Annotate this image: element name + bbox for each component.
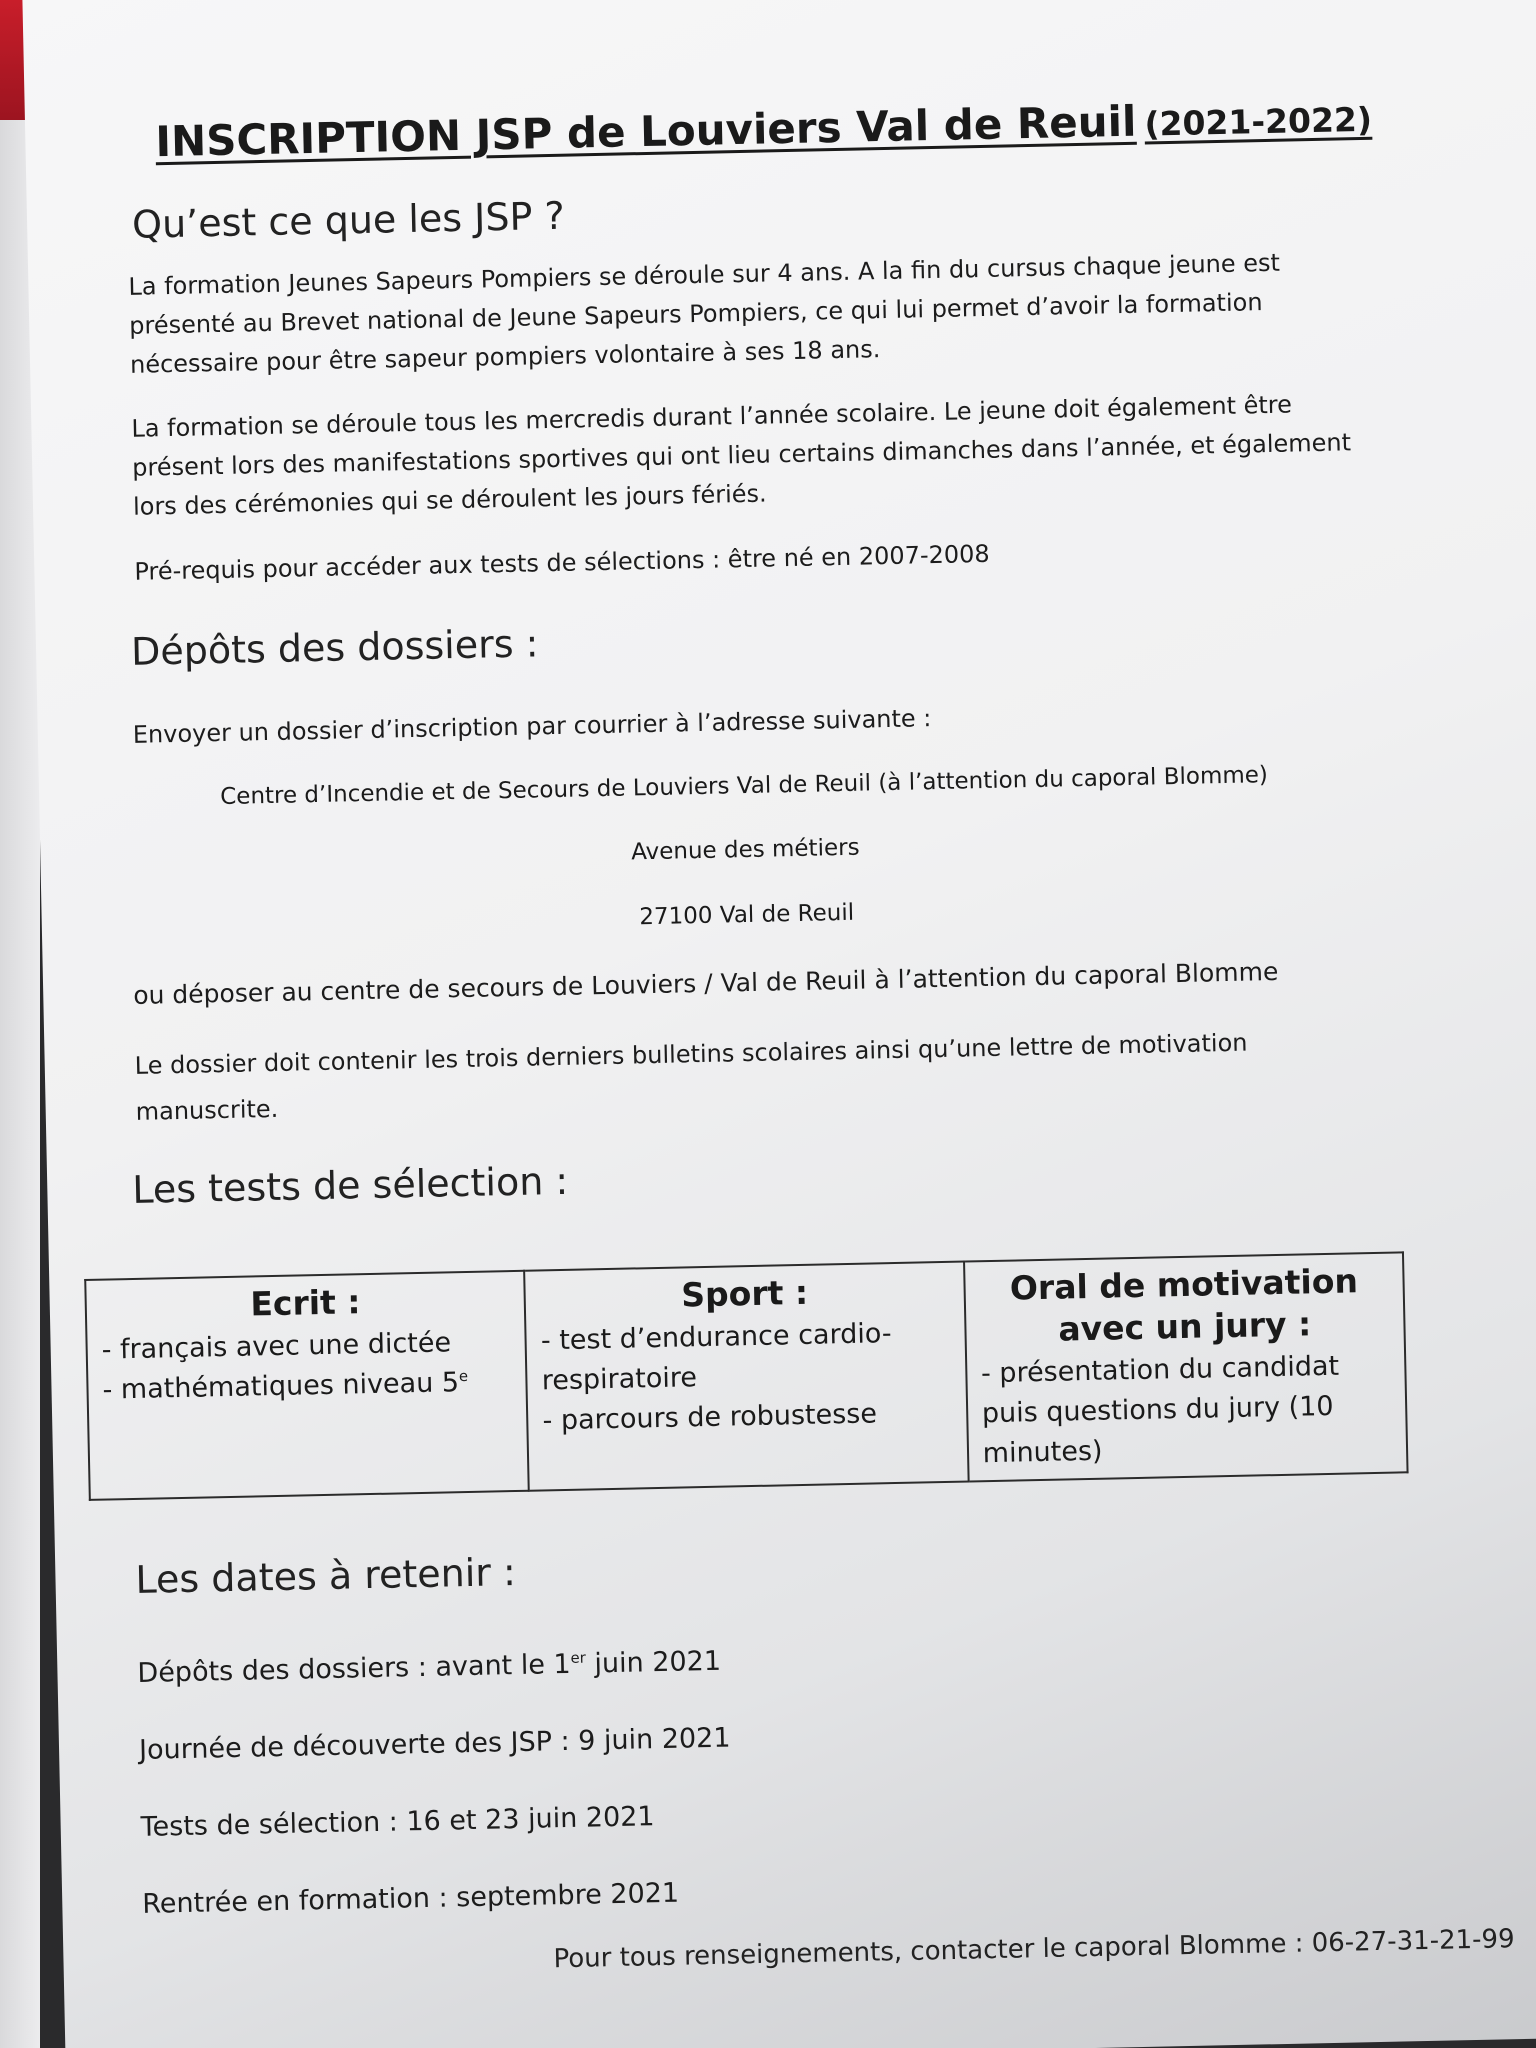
- address-line-3: 27100 Val de Reuil: [639, 899, 855, 931]
- heading-what-is-jsp: Qu’est ce que les JSP ?: [131, 193, 566, 247]
- date-selection-tests: Tests de sélection : 16 et 23 juin 2021: [140, 1801, 655, 1843]
- heading-dates: Les dates à retenir :: [135, 1550, 517, 1602]
- title-year: (2021-2022): [1144, 99, 1373, 144]
- tests-cell-oral: [964, 1252, 1408, 1481]
- tests-row: [85, 1252, 1407, 1500]
- written-heading: Ecrit :: [249, 1282, 361, 1324]
- paragraph-formation-duration: La formation Jeunes Sapeurs Pompiers se déroule sur 4 ans. A la fin du cursus chaque jeune est présenté au Brevet national de Jeune Sapeurs Pompiers, ce qui lui permet d’avoir la formation nécessaire pour être sapeur pompiers volontaire à ses 18 ans.: [128, 248, 1281, 379]
- heading-depots: Dépôts des dossiers :: [130, 621, 539, 674]
- oral-item-presentation: - présentation du candidat puis questions du jury (10 minutes): [980, 1350, 1340, 1470]
- date-start-formation: Rentrée en formation : septembre 2021: [142, 1877, 680, 1920]
- address-line-2: Avenue des métiers: [630, 834, 860, 866]
- paragraph-file-contents: Le dossier doit contenir les trois derniers bulletins scolaires ainsi qu’une lettre de motivation manuscrite.: [134, 1028, 1248, 1126]
- paragraph-schedule: La formation se déroule tous les mercredis durant l’année scolaire. Le jeune doit également être présent lors des manifestations sportives qui ont lieu certains dimanches dans l’année, et également lors des cérémonies qui se déroulent les jours fériés.: [131, 390, 1352, 521]
- sport-heading: Sport :: [680, 1272, 809, 1315]
- document-title: [155, 92, 1373, 166]
- address-line-1: Centre d’Incendie et de Secours de Louviers Val de Reuil (à l’attention du caporal Blomme): [219, 762, 1269, 811]
- title-text: INSCRIPTION JSP de Louviers Val de Reuil: [154, 96, 1137, 167]
- tests-table: [84, 1251, 1408, 1501]
- written-item-maths-text: - mathématiques niveau 5: [102, 1367, 460, 1406]
- date-deposit-text-after: juin 2021: [585, 1645, 722, 1680]
- date-discovery-day: Journée de découverte des JSP : 9 juin 2021: [138, 1722, 731, 1766]
- date-deposit-sup: er: [570, 1648, 586, 1667]
- sport-item-endurance: - test d’endurance cardio-respiratoire: [540, 1318, 892, 1397]
- tests-cell-sport: [524, 1262, 968, 1491]
- oral-heading: Oral de motivation avec un jury :: [1009, 1261, 1359, 1349]
- written-item-maths-sup: e: [458, 1366, 469, 1386]
- document-page: [22, 0, 1536, 2048]
- sport-item-robustness: - parcours de robustesse: [542, 1398, 878, 1437]
- date-deposit: [137, 1646, 721, 1689]
- paragraph-send-file: Envoyer un dossier d’inscription par courrier à l’adresse suivante :: [132, 704, 932, 749]
- heading-tests: Les tests de sélection :: [131, 1158, 569, 1212]
- written-item-maths: [102, 1362, 512, 1411]
- date-deposit-text: Dépôts des dossiers : avant le 1: [137, 1648, 571, 1689]
- paragraph-or-deposit: ou déposer au centre de secours de Louviers / Val de Reuil à l’attention du caporal Blomme: [132, 956, 1279, 1010]
- footer-contact: Pour tous renseignements, contacter le caporal Blomme : 06-27-31-21-99: [553, 1924, 1515, 1975]
- paragraph-prerequisites: Pré-requis pour accéder aux tests de sélections : être né en 2007-2008: [134, 539, 990, 586]
- written-item-french: - français avec une dictée: [101, 1327, 452, 1366]
- tests-cell-written: [85, 1271, 529, 1500]
